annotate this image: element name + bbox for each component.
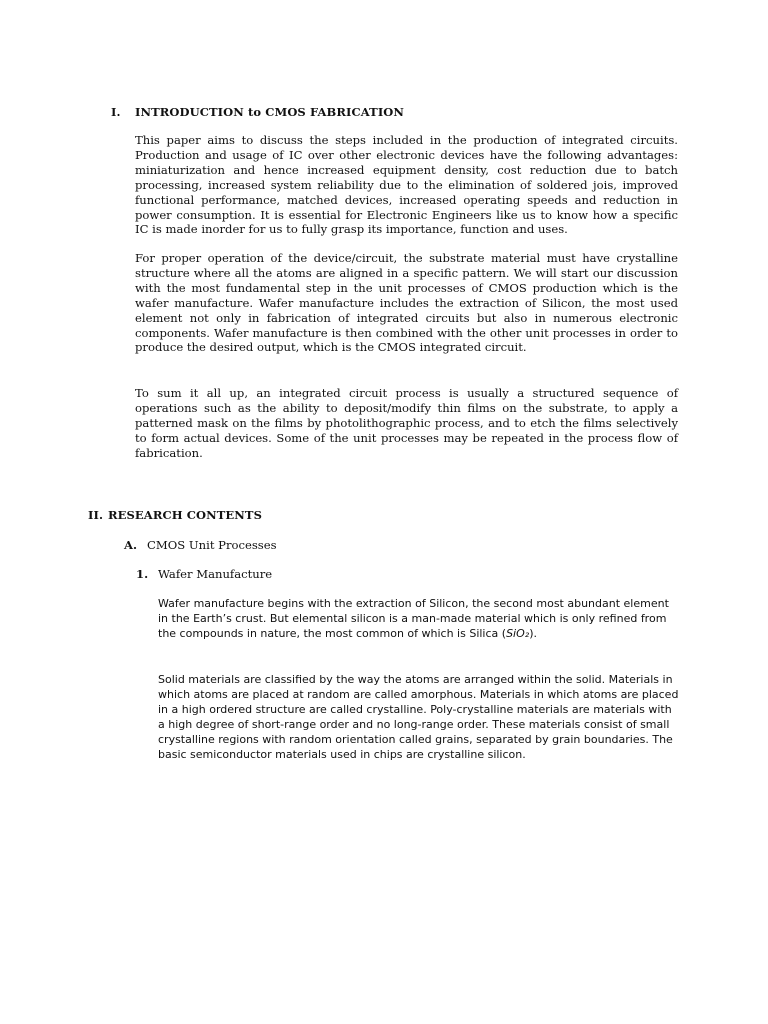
subsection-a-label: A. — [124, 538, 138, 552]
section-2-heading — [88, 508, 262, 522]
intro-paragraph-1: This paper aims to discuss the steps included in the production of integrated circuits. Production and usage of IC over other electronic devices have the following advantages: miniaturization and hence increased equipment density, cost reduction due to batch processing, increased system reliability due to the elimination of soldered jois, improved functional performance, matched devices, increased operating speeds and reduction in power consumption. It is essential for Electronic Engineers like us to know how a specific IC is made inorder for us to fully grasp its importance, function and uses. — [135, 133, 678, 237]
item-1-title: Wafer Manufacture — [158, 567, 273, 581]
subsection-a-heading — [124, 538, 277, 552]
silica-formula: SiO₂ — [506, 626, 530, 640]
section-1-heading — [111, 105, 404, 119]
intro-paragraph-2: For proper operation of the device/circuit, the substrate material must have crystalline structure where all the atoms are aligned in a specific pattern. We will start our discussion with the most fundamental step in the unit processes of CMOS production which is the wafer manufacture. Wafer manufacture includes the extraction of Silicon, the most used element not only in fabrication of integrated circuits but also in numerous electronic components. Wafer manufacture is then combined with the other unit processes in order to produce the desired output, which is the CMOS integrated circuit. — [135, 251, 678, 355]
section-1-title: INTRODUCTION to CMOS FABRICATION — [135, 105, 405, 119]
item-1-heading — [136, 567, 272, 581]
item-1-label: 1. — [136, 567, 149, 581]
wafer-paragraph-2: Solid materials are classified by the way the atoms are arranged within the solid. Materials in which atoms are placed at random are called amorphous. Materials in which atoms are placed in a high ordered structure are called crystalline. Poly-crystalline materials are materials with a high degree of short-range order and no long-range order. These materials consist of small crystalline regions with random orientation called grains, separated by grain boundaries. The basic semiconductor materials used in chips are crystalline silicon. — [158, 673, 679, 761]
wafer-paragraph-1-text: Wafer manufacture begins with the extraction of Silicon, the second most abundant element in the Earth’s crust. But elemental silicon is a man-made material which is only refined from the compounds in nature, the most common of which is Silica ( — [158, 597, 669, 640]
section-2-title: RESEARCH CONTENTS — [108, 508, 262, 522]
wafer-paragraph-1 — [158, 597, 680, 642]
wafer-paragraph-1-end: ). — [529, 626, 537, 640]
section-1-number: I. — [111, 105, 121, 119]
subsection-a-title: CMOS Unit Processes — [147, 538, 277, 552]
intro-paragraph-3: To sum it all up, an integrated circuit process is usually a structured sequence of operations such as the ability to deposit/modify thin films on the substrate, to apply a patterned mask on the films by photolithographic process, and to etch the films selectively to form actual devices. Some of the unit processes may be repeated in the process flow of fabrication. — [135, 386, 678, 460]
section-2-number: II. — [88, 508, 104, 522]
